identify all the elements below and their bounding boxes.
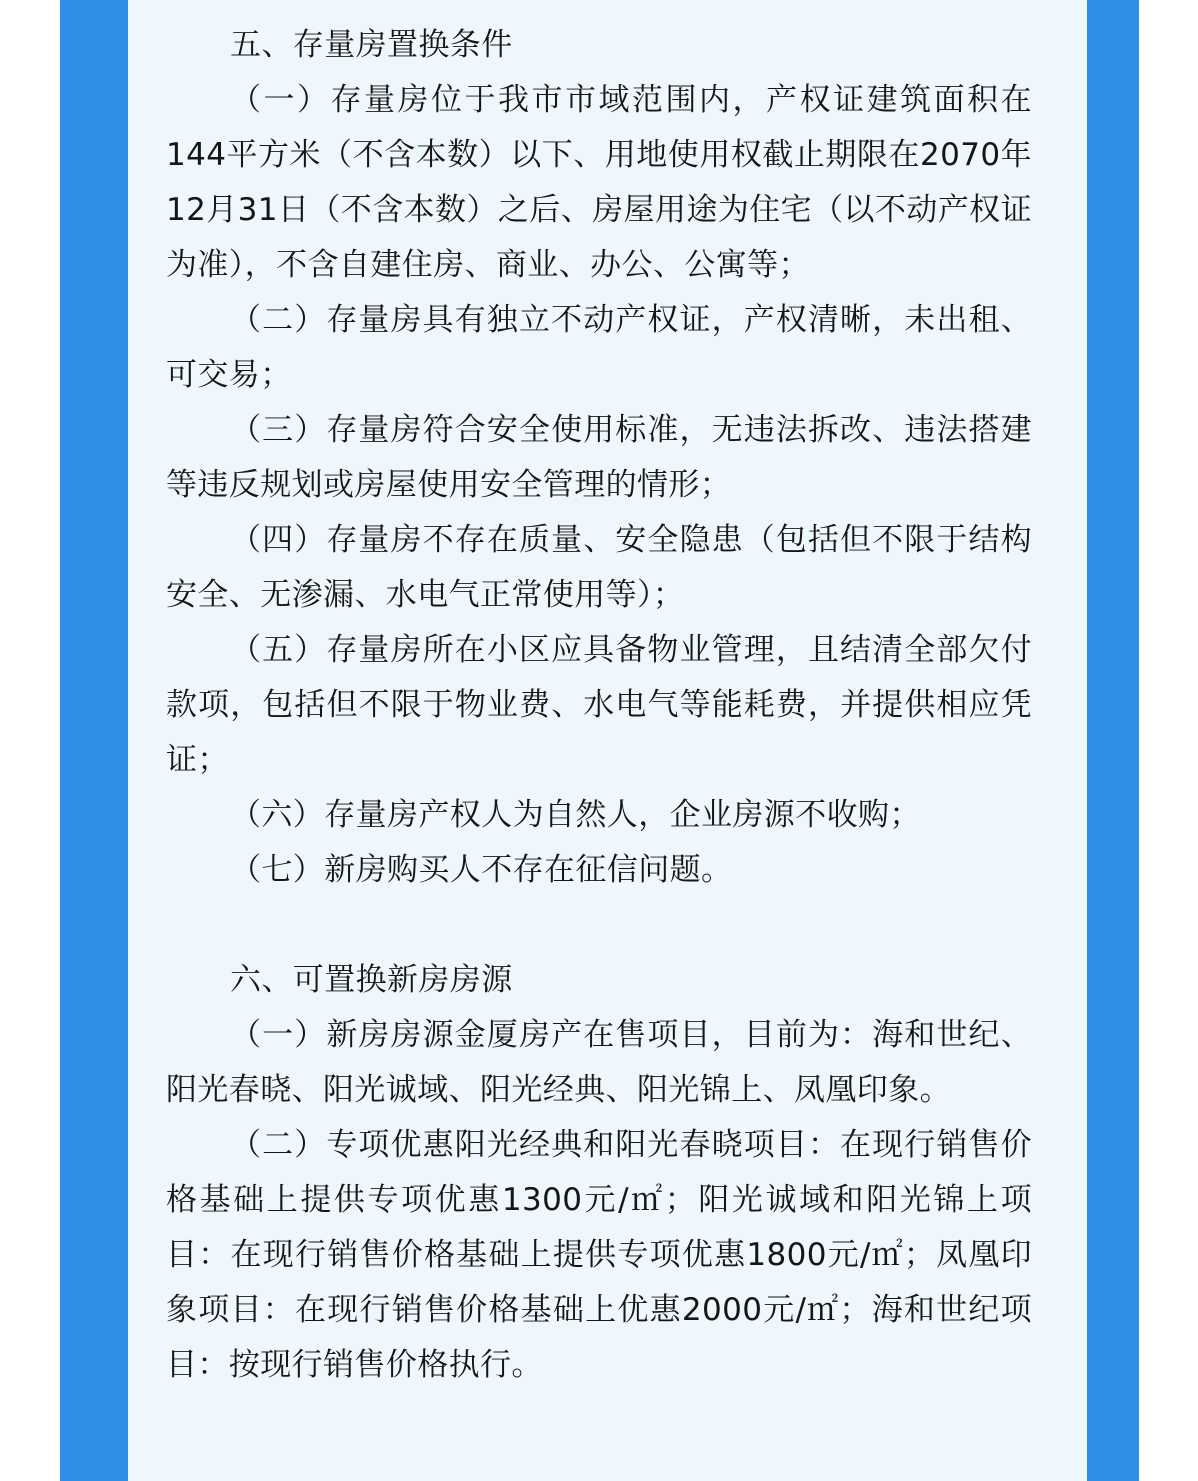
section-5-item-1: （一）存量房位于我市市域范围内，产权证建筑面积在144平方米（不含本数）以下、用地使用权截止期限在2070年12月31日（不含本数）之后、房屋用途为住宅（以不动产权证为准），不含自建住房、商业、办公、公寓等； bbox=[166, 82, 1032, 283]
section-6-item-1: （一）新房房源金厦房产在售项目，目前为：海和世纪、阳光春晓、阳光诚域、阳光经典、阳光锦上、凤凰印象。 bbox=[166, 1017, 1032, 1108]
section-5-item-3: （三）存量房符合安全使用标准，无违法拆改、违法搭建等违反规划或房屋使用安全管理的情形； bbox=[166, 412, 1032, 503]
section-spacer bbox=[166, 898, 1032, 953]
section-5-heading: 五、存量房置换条件 bbox=[230, 27, 513, 63]
section-5-item-5: （五）存量房所在小区应具备物业管理，且结清全部欠付款项，包括但不限于物业费、水电气等能耗费，并提供相应凭证； bbox=[166, 632, 1032, 778]
document-body bbox=[166, 18, 1032, 1393]
section-5-item-4: （四）存量房不存在质量、安全隐患（包括但不限于结构安全、无渗漏、水电气正常使用等）； bbox=[166, 522, 1032, 613]
section-5-item-6: （六）存量房产权人为自然人，企业房源不收购； bbox=[230, 797, 921, 833]
section-6-heading: 六、可置换新房房源 bbox=[230, 962, 513, 998]
left-blue-border bbox=[60, 0, 128, 1481]
section-6-item-2: （二）专项优惠阳光经典和阳光春晓项目：在现行销售价格基础上提供专项优惠1300元/㎡；阳光诚域和阳光锦上项目：在现行销售价格基础上提供专项优惠1800元/㎡；凤凰印象项目：在现行销售价格基础上优惠2000元/㎡；海和世纪项目：按现行销售价格执行。 bbox=[166, 1127, 1032, 1383]
section-5-item-7: （七）新房购买人不存在征信问题。 bbox=[230, 852, 733, 888]
right-blue-border bbox=[1087, 0, 1139, 1481]
section-5-item-2: （二）存量房具有独立不动产权证，产权清晰，未出租、可交易； bbox=[166, 302, 1032, 393]
